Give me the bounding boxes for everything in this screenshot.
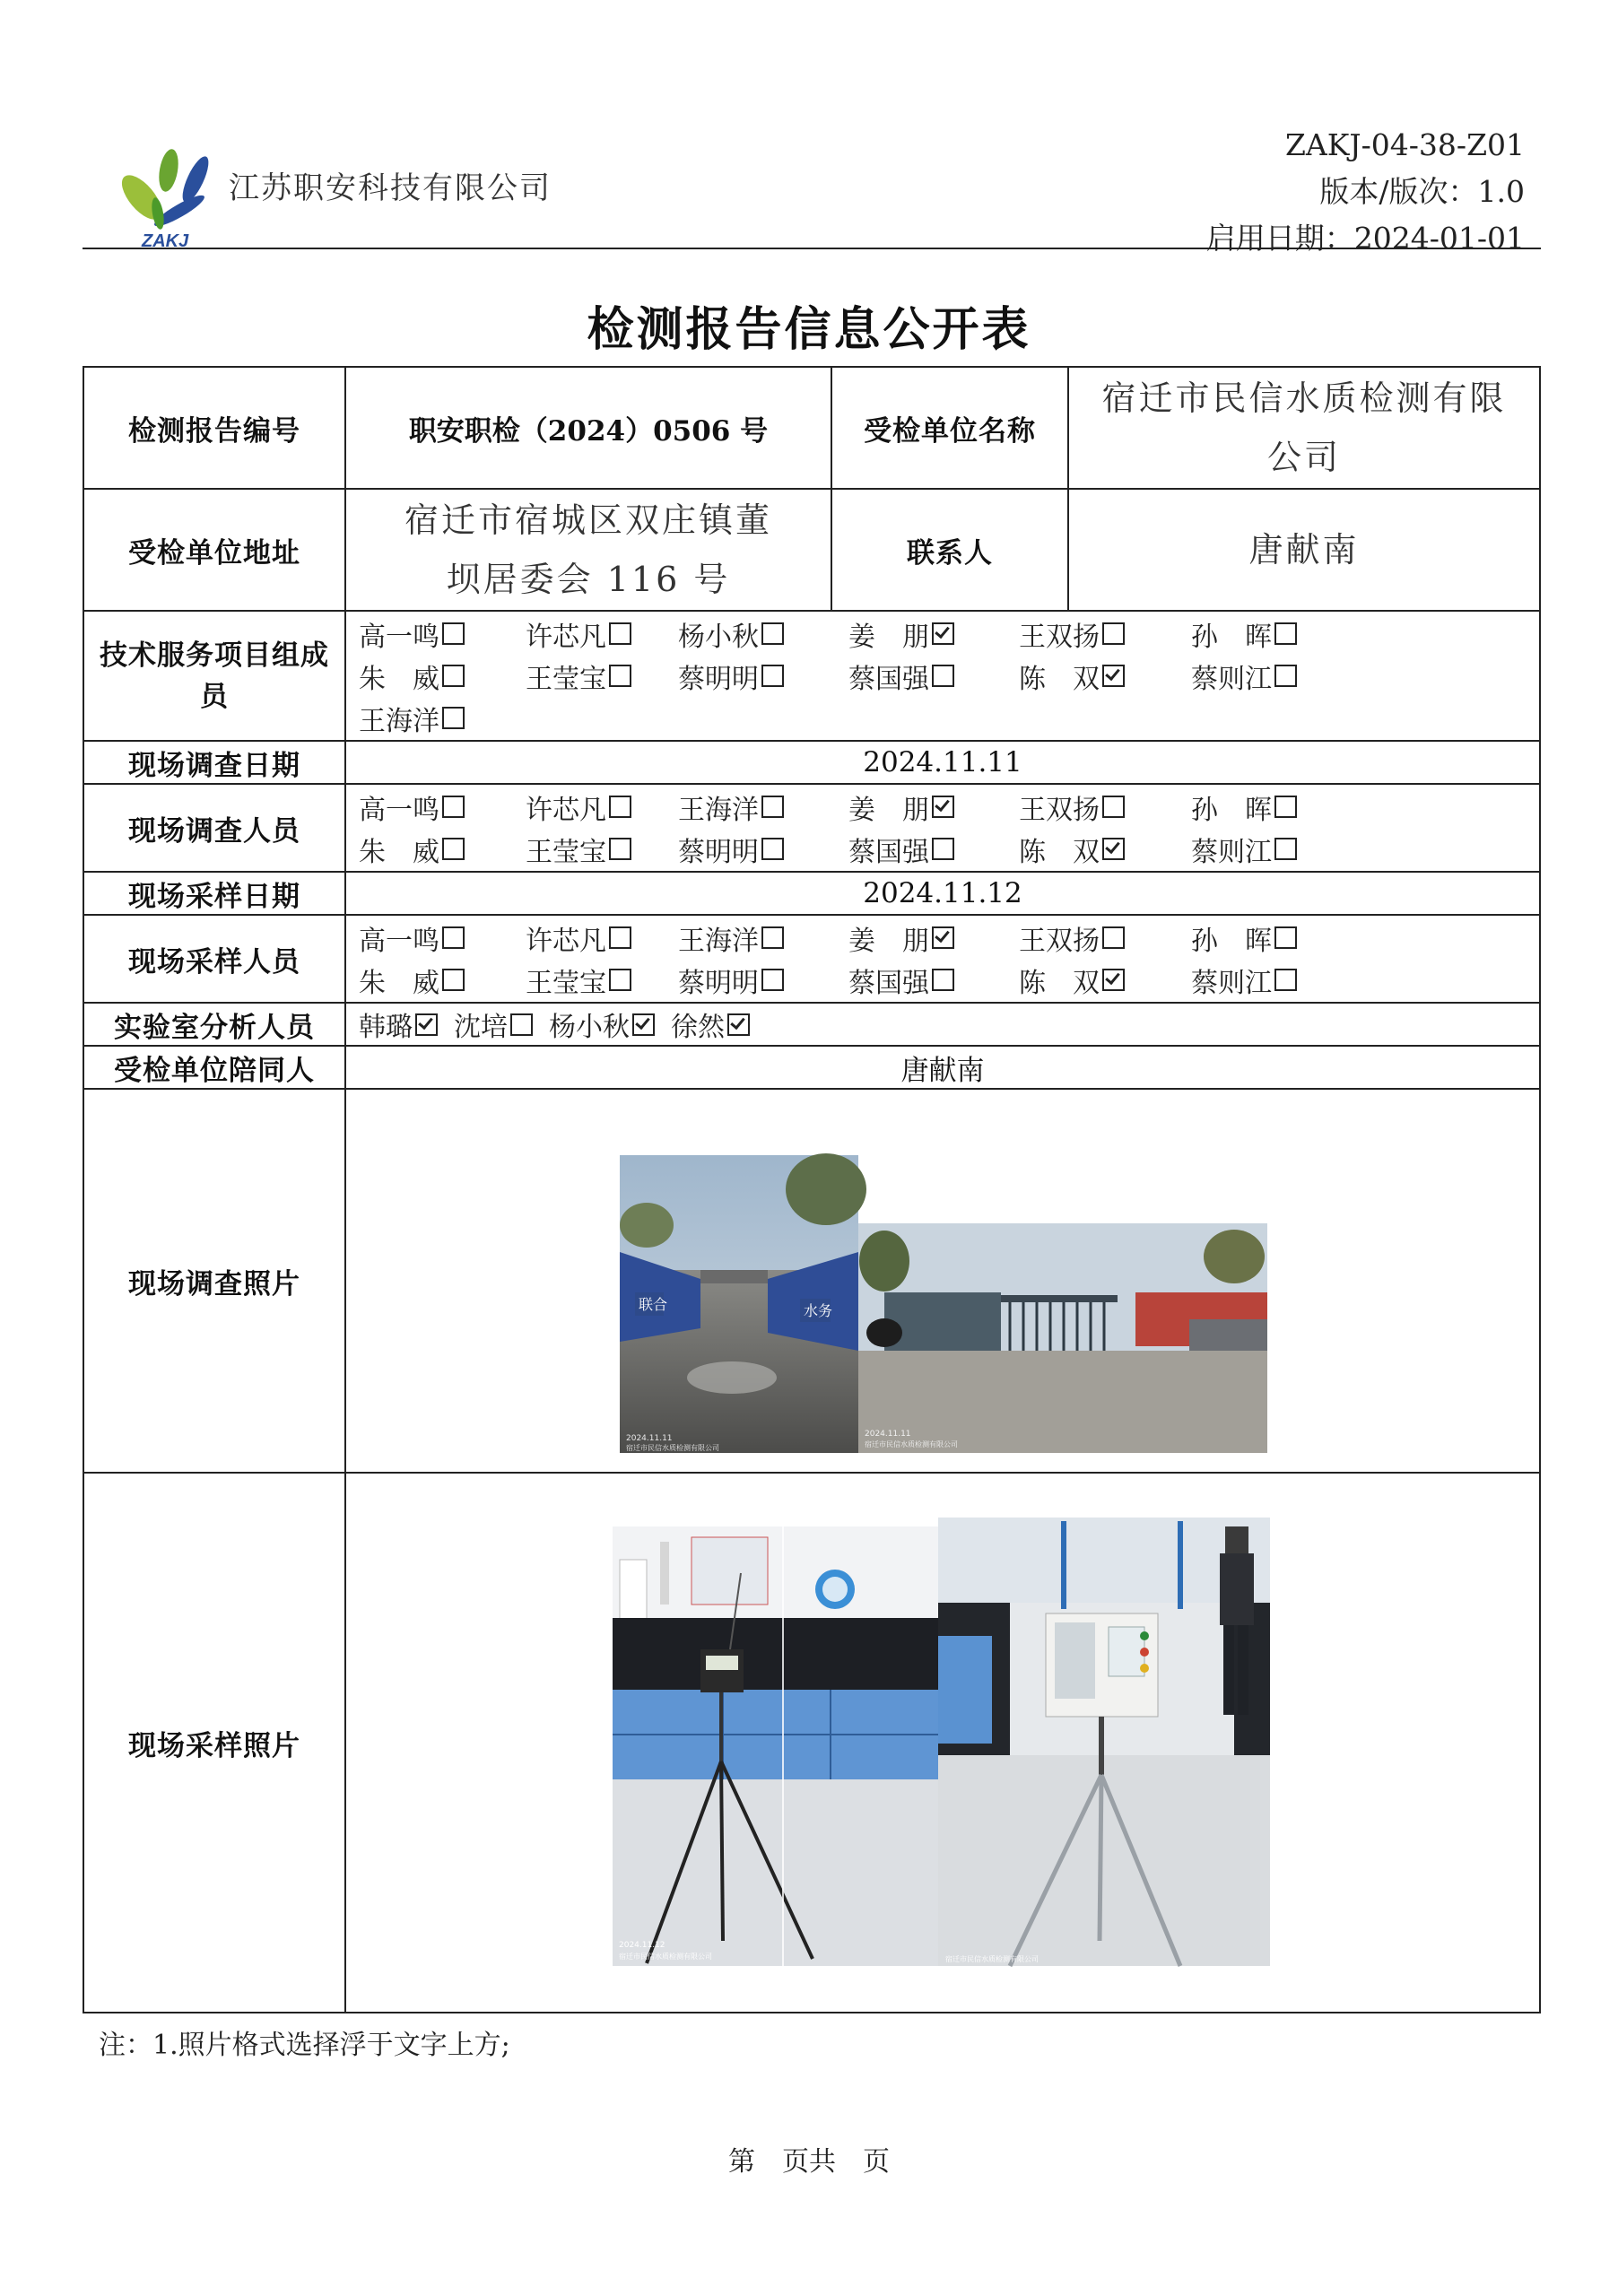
checkbox-icon[interactable] xyxy=(1274,622,1297,645)
staff-name: 孙 晖 xyxy=(1191,925,1272,957)
checkbox-icon[interactable] xyxy=(609,796,631,818)
survey-photos-image xyxy=(346,1091,1539,1471)
staff-entry xyxy=(526,961,631,1000)
checkbox-icon[interactable] xyxy=(609,622,631,645)
report-no-label: 检测报告编号 xyxy=(83,367,345,489)
staff-name: 王双扬 xyxy=(1019,794,1100,826)
photo-sign-right: 水务 xyxy=(804,1302,833,1319)
staff-name: 孙 晖 xyxy=(1191,794,1272,826)
sampling-photos xyxy=(345,1473,1540,2013)
checkbox-icon[interactable] xyxy=(932,969,954,991)
staff-entry xyxy=(359,830,465,869)
unit-name-label: 受检单位名称 xyxy=(831,367,1068,489)
checkbox-icon[interactable] xyxy=(761,665,784,687)
info-table xyxy=(83,366,1541,2013)
sampling-date-label: 现场采样日期 xyxy=(83,872,345,915)
staff-row xyxy=(346,828,1539,870)
photo-date-1: 2024.11.11 xyxy=(626,1434,673,1443)
staff-name: 王莹宝 xyxy=(526,967,606,999)
contact: 唐献南 xyxy=(1068,489,1540,611)
checked-checkbox-icon[interactable] xyxy=(1102,969,1125,991)
staff-entry xyxy=(1191,961,1297,1000)
report-no: 职安职检（2024）0506 号 xyxy=(345,367,831,489)
survey-photo-label: 现场调查照片 xyxy=(83,1089,345,1473)
checked-checkbox-icon[interactable] xyxy=(932,622,954,645)
survey-date-label: 现场调查日期 xyxy=(83,741,345,784)
photo-date-2: 2024.11.11 xyxy=(865,1430,911,1439)
staff-entry xyxy=(848,918,954,958)
staff-entry xyxy=(454,1004,533,1044)
checkbox-icon[interactable] xyxy=(761,926,784,949)
checkbox-icon[interactable] xyxy=(442,665,465,687)
staff-entry xyxy=(678,787,784,827)
unit-name: 宿迁市民信水质检测有限公司 xyxy=(1068,367,1540,489)
checkbox-icon[interactable] xyxy=(442,969,465,991)
staff-entry xyxy=(1019,657,1125,696)
staff-name: 蔡则江 xyxy=(1191,836,1272,868)
staff-name: 朱 威 xyxy=(359,967,439,999)
staff-row xyxy=(346,613,1539,655)
checkbox-icon[interactable] xyxy=(609,665,631,687)
staff-entry xyxy=(359,787,465,827)
staff-entry xyxy=(1019,787,1125,827)
staff-entry xyxy=(1191,830,1297,869)
staff-name: 王双扬 xyxy=(1019,925,1100,957)
staff-entry xyxy=(1019,918,1125,958)
staff-name: 王莹宝 xyxy=(526,836,606,868)
staff-entry xyxy=(848,787,954,827)
escort-label: 受检单位陪同人 xyxy=(83,1046,345,1089)
staff-name: 蔡国强 xyxy=(848,836,929,868)
staff-name: 蔡明明 xyxy=(678,967,759,999)
staff-name: 杨小秋 xyxy=(549,1012,630,1043)
staff-name: 蔡国强 xyxy=(848,663,929,695)
checkbox-icon[interactable] xyxy=(510,1013,533,1036)
company-name: 江苏职安科技有限公司 xyxy=(229,170,552,206)
header-divider xyxy=(83,248,1541,249)
company-logo xyxy=(106,135,240,251)
staff-entry xyxy=(671,1004,750,1044)
checked-checkbox-icon[interactable] xyxy=(415,1013,438,1036)
staff-row xyxy=(346,655,1539,697)
staff-entry xyxy=(359,918,465,958)
checkbox-icon[interactable] xyxy=(761,838,784,860)
sampling-date: 2024.11.12 xyxy=(345,872,1540,915)
survey-staff-label: 现场调查人员 xyxy=(83,784,345,872)
checkbox-icon[interactable] xyxy=(761,969,784,991)
photo-caption-1: 宿迁市民信水质检测有限公司 xyxy=(626,1444,719,1452)
staff-name: 朱 威 xyxy=(359,836,439,868)
page-header xyxy=(0,0,1618,260)
staff-entry xyxy=(526,918,631,958)
staff-entry xyxy=(848,614,954,654)
staff-entry xyxy=(1191,918,1297,958)
doc-meta xyxy=(1206,122,1525,262)
staff-name: 韩璐 xyxy=(359,1012,413,1043)
staff-name: 沈培 xyxy=(454,1012,508,1043)
sampling-photo-label: 现场采样照片 xyxy=(83,1473,345,2013)
sampling-photo-right xyxy=(938,1518,1270,1966)
staff-row xyxy=(346,917,1539,959)
staff-name: 王海洋 xyxy=(678,925,759,957)
checkbox-icon[interactable] xyxy=(932,838,954,860)
staff-name: 徐然 xyxy=(671,1012,725,1043)
staff-entry xyxy=(526,614,631,654)
checkbox-icon[interactable] xyxy=(609,969,631,991)
checkbox-icon[interactable] xyxy=(442,926,465,949)
survey-photo-left xyxy=(620,1153,866,1453)
checkbox-icon[interactable] xyxy=(1274,926,1297,949)
staff-name: 蔡明明 xyxy=(678,836,759,868)
staff-entry xyxy=(848,830,954,869)
checkbox-icon[interactable] xyxy=(761,796,784,818)
staff-entry xyxy=(359,657,465,696)
checkbox-icon[interactable] xyxy=(609,926,631,949)
staff-name: 许芯凡 xyxy=(526,794,606,826)
staff-entry xyxy=(526,787,631,827)
staff-entry xyxy=(678,918,784,958)
staff-row xyxy=(346,697,1539,739)
sampling-photo-left xyxy=(613,1526,938,1966)
staff-entry xyxy=(359,961,465,1000)
staff-entry xyxy=(678,614,784,654)
staff-name: 高一鸣 xyxy=(359,794,439,826)
staff-entry xyxy=(1191,787,1297,827)
checkbox-icon[interactable] xyxy=(1102,926,1125,949)
staff-name: 许芯凡 xyxy=(526,621,606,653)
sampling-staff-label: 现场采样人员 xyxy=(83,915,345,1003)
survey-staff xyxy=(345,784,1540,872)
staff-entry xyxy=(1019,830,1125,869)
checkbox-icon[interactable] xyxy=(1274,969,1297,991)
sampling-staff xyxy=(345,915,1540,1003)
unit-address-label: 受检单位地址 xyxy=(83,489,345,611)
lab-staff xyxy=(345,1003,1540,1046)
staff-name: 蔡明明 xyxy=(678,663,759,695)
staff-entry xyxy=(1019,614,1125,654)
checkbox-icon[interactable] xyxy=(761,622,784,645)
staff-entry xyxy=(678,961,784,1000)
checkbox-icon[interactable] xyxy=(1102,622,1125,645)
staff-entry xyxy=(678,830,784,869)
checked-checkbox-icon[interactable] xyxy=(632,1013,655,1036)
photo-caption-4: 宿迁市民信水质检测有限公司 xyxy=(945,1955,1039,1963)
checkbox-icon[interactable] xyxy=(609,838,631,860)
survey-date: 2024.11.11 xyxy=(345,741,1540,784)
staff-name: 朱 威 xyxy=(359,663,439,695)
staff-entry xyxy=(1191,614,1297,654)
staff-name: 蔡则江 xyxy=(1191,663,1272,695)
photo-caption-3: 宿迁市民信水质检测有限公司 xyxy=(619,1952,712,1961)
staff-name: 王莹宝 xyxy=(526,663,606,695)
staff-entry xyxy=(359,1004,438,1044)
lab-staff-label: 实验室分析人员 xyxy=(83,1003,345,1046)
staff-name: 姜 朋 xyxy=(848,794,929,826)
staff-entry xyxy=(848,961,954,1000)
logo-text: ZAKJ xyxy=(142,231,189,251)
survey-photos xyxy=(345,1089,1540,1473)
staff-name: 陈 双 xyxy=(1019,663,1100,695)
photo-date-3: 2024.11.12 xyxy=(619,1941,665,1950)
staff-name: 高一鸣 xyxy=(359,621,439,653)
staff-entry xyxy=(848,657,954,696)
survey-photo-right xyxy=(858,1223,1267,1453)
staff-name: 王双扬 xyxy=(1019,621,1100,653)
checked-checkbox-icon[interactable] xyxy=(1102,665,1125,687)
staff-name: 姜 朋 xyxy=(848,925,929,957)
checkbox-icon[interactable] xyxy=(932,665,954,687)
checkbox-icon[interactable] xyxy=(442,838,465,860)
staff-entry xyxy=(359,614,465,654)
staff-name: 王海洋 xyxy=(678,794,759,826)
checkbox-icon[interactable] xyxy=(442,707,465,729)
staff-row xyxy=(346,959,1539,1001)
staff-name: 蔡国强 xyxy=(848,967,929,999)
team-label: 技术服务项目组成员 xyxy=(83,611,345,741)
staff-entry xyxy=(678,657,784,696)
escort: 唐献南 xyxy=(345,1046,1540,1089)
staff-name: 蔡则江 xyxy=(1191,967,1272,999)
note: 注：1.照片格式选择浮于文字上方; xyxy=(99,2030,510,2061)
doc-version: 版本/版次：1.0 xyxy=(1319,174,1525,209)
doc-code: ZAKJ-04-38-Z01 xyxy=(1285,127,1525,162)
staff-entry xyxy=(359,699,465,738)
staff-entry xyxy=(1191,657,1297,696)
staff-entry xyxy=(526,830,631,869)
checked-checkbox-icon[interactable] xyxy=(932,926,954,949)
staff-name: 陈 双 xyxy=(1019,836,1100,868)
checkbox-icon[interactable] xyxy=(442,622,465,645)
checkbox-icon[interactable] xyxy=(1274,796,1297,818)
staff-name: 姜 朋 xyxy=(848,621,929,653)
staff-name: 孙 晖 xyxy=(1191,621,1272,653)
staff-entry xyxy=(549,1004,655,1044)
checkbox-icon[interactable] xyxy=(442,796,465,818)
staff-entry xyxy=(526,657,631,696)
photo-caption-2: 宿迁市民信水质检测有限公司 xyxy=(865,1440,958,1448)
checkbox-icon[interactable] xyxy=(1274,838,1297,860)
doc-effective-date: 启用日期：2024-01-01 xyxy=(1205,221,1525,256)
checkbox-icon[interactable] xyxy=(1274,665,1297,687)
staff-name: 许芯凡 xyxy=(526,925,606,957)
unit-address: 宿迁市宿城区双庄镇董坝居委会 116 号 xyxy=(345,489,831,611)
staff-name: 陈 双 xyxy=(1019,967,1100,999)
page-number: 第 页共 页 xyxy=(728,2146,890,2178)
checked-checkbox-icon[interactable] xyxy=(727,1013,750,1036)
page-title: 检测报告信息公开表 xyxy=(587,302,1031,357)
staff-row xyxy=(346,786,1539,828)
photo-sign-left: 联合 xyxy=(639,1296,668,1313)
checked-checkbox-icon[interactable] xyxy=(932,796,954,818)
checked-checkbox-icon[interactable] xyxy=(1102,838,1125,860)
sampling-photos-image xyxy=(346,1474,1539,2011)
staff-name: 高一鸣 xyxy=(359,925,439,957)
team-members xyxy=(345,611,1540,741)
checkbox-icon[interactable] xyxy=(1102,796,1125,818)
staff-entry xyxy=(1019,961,1125,1000)
staff-name: 杨小秋 xyxy=(678,621,759,653)
contact-label: 联系人 xyxy=(831,489,1068,611)
staff-name: 王海洋 xyxy=(359,705,439,737)
